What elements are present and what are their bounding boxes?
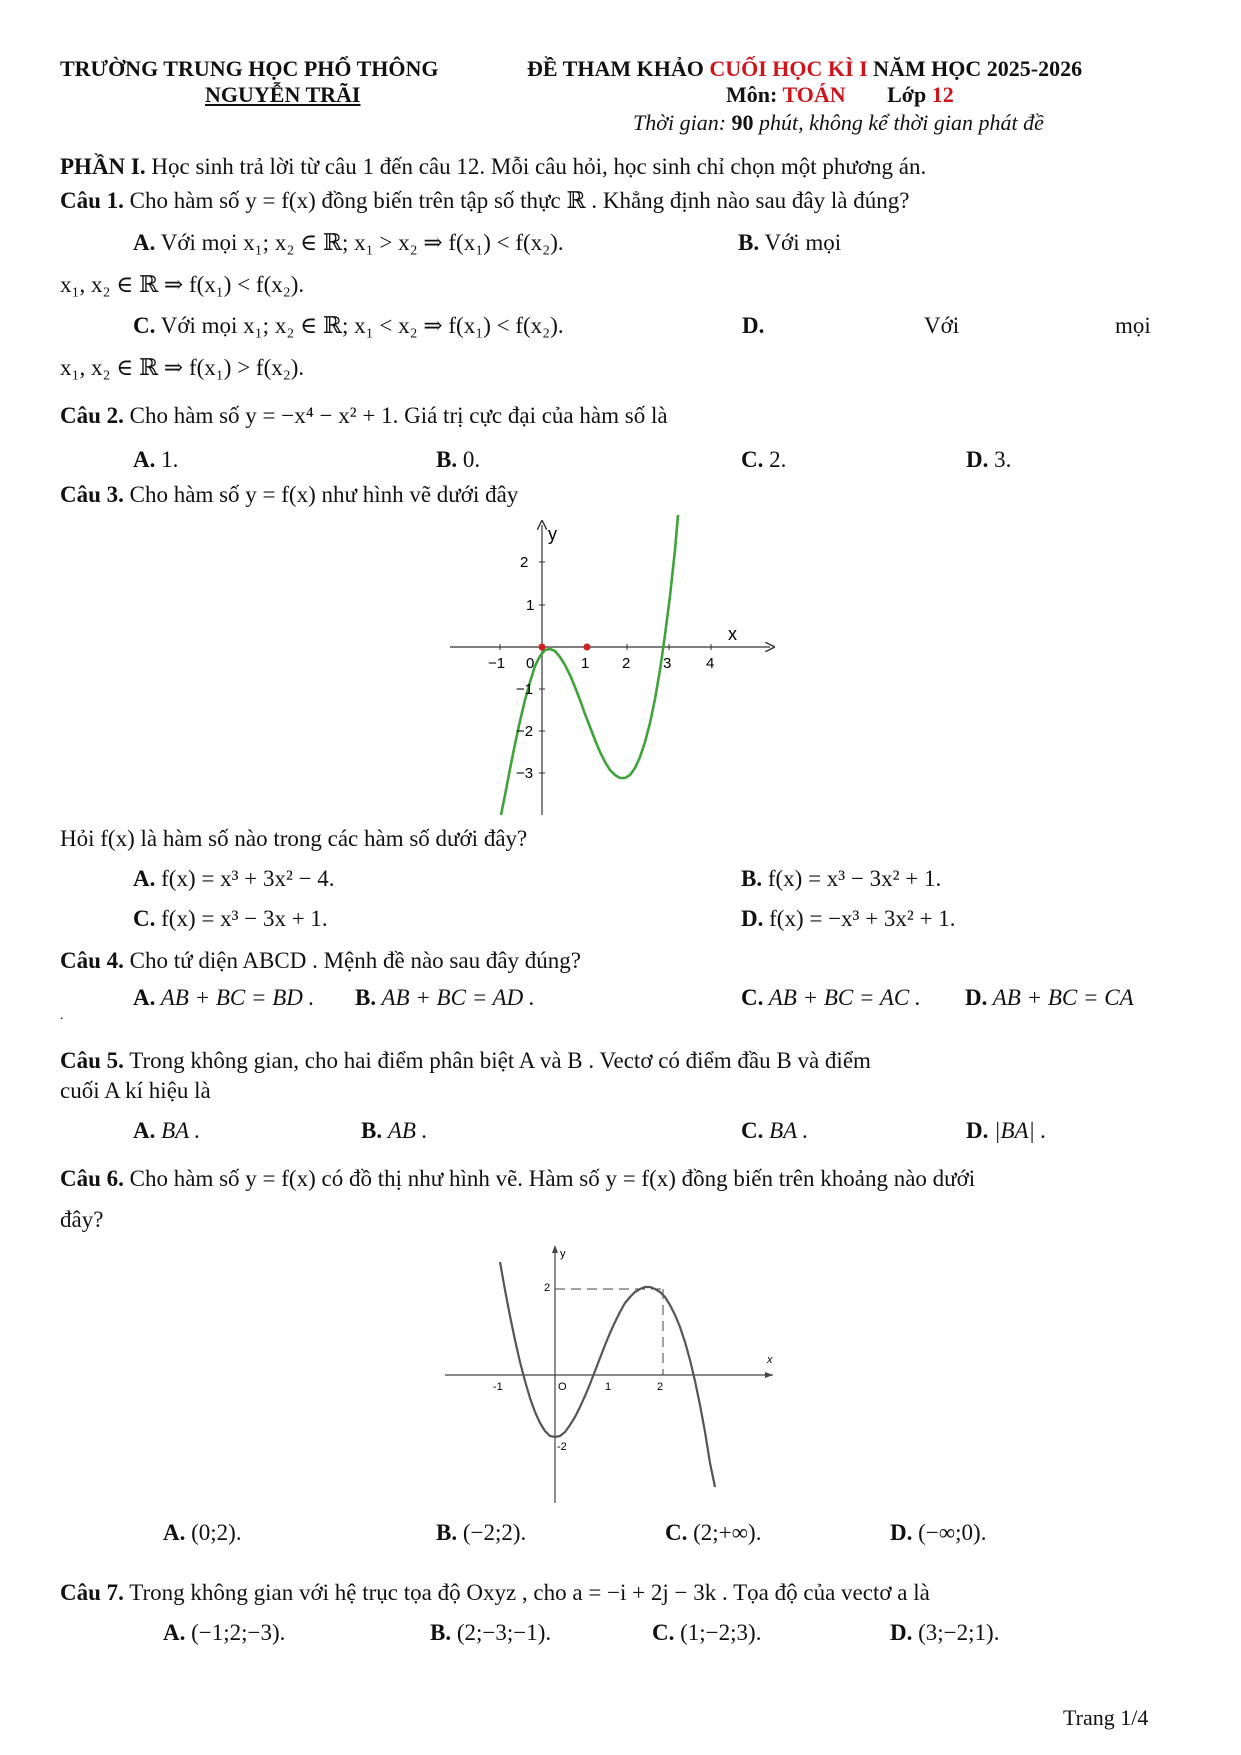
option-text: f(x) = x³ − 3x + 1. xyxy=(161,906,328,931)
q1-option-b[interactable] xyxy=(738,230,841,256)
q2-option-a[interactable] xyxy=(133,447,178,473)
option-label: D. xyxy=(965,985,988,1010)
subject-label: Môn: xyxy=(726,82,778,107)
q3-option-b[interactable] xyxy=(741,866,941,892)
option-label: D. xyxy=(966,447,989,472)
option-label: C. xyxy=(741,447,764,472)
option-label: B. xyxy=(741,866,763,891)
option-label: B. xyxy=(361,1118,383,1143)
option-text: BA . xyxy=(769,1118,809,1143)
option-text: 3. xyxy=(994,447,1012,472)
q5-label: Câu 5. xyxy=(60,1048,124,1073)
q3-option-a[interactable] xyxy=(133,866,335,892)
q3-stem xyxy=(60,482,518,508)
y-axis-label: y xyxy=(548,524,557,544)
option-label: B. xyxy=(738,230,760,255)
x-tick-label: 4 xyxy=(706,655,715,672)
q2-label: Câu 2. xyxy=(60,403,124,428)
q4-option-b[interactable] xyxy=(355,985,535,1011)
q5-option-c[interactable] xyxy=(741,1118,808,1144)
q3-question: Hỏi f(x) là hàm số nào trong các hàm số dưới đây? xyxy=(60,826,528,851)
page-number: Trang 1/4 xyxy=(1063,1705,1149,1730)
grade-label: Lớp xyxy=(887,82,927,107)
stray-dot: . xyxy=(60,1008,64,1023)
option-label: D. xyxy=(966,1118,989,1143)
option-text: Với mọi xyxy=(764,230,842,255)
option-text: Với mọi x₁; x₂ ∈ ℝ; x₁ > x₂ ⇒ f(x₁) < f(x₂). xyxy=(160,230,564,255)
part1-text: Học sinh trả lời từ câu 1 đến câu 12. Mỗi câu hỏi, học sinh chỉ chọn một phương án. xyxy=(151,154,927,179)
q5-stem-line2: cuối A kí hiệu là xyxy=(60,1078,211,1103)
option-text: Với mọi x₁; x₂ ∈ ℝ; x₁ < x₂ ⇒ f(x₁) < f(x₂). xyxy=(160,313,564,338)
q4-stem xyxy=(60,948,581,974)
q1-option-d-cont: x₁, x₂ ∈ ℝ ⇒ f(x₁) > f(x₂). xyxy=(60,355,305,380)
x-axis-label: x xyxy=(728,624,737,644)
q1-stem xyxy=(60,188,909,214)
q6-option-c[interactable] xyxy=(665,1520,761,1546)
q3-text: Cho hàm số y = f(x) như hình vẽ dưới đây xyxy=(129,482,519,507)
option-text: BA . xyxy=(161,1118,201,1143)
q6-stem-line2: đây? xyxy=(60,1207,104,1232)
q3-label: Câu 3. xyxy=(60,482,124,507)
option-label: C. xyxy=(133,313,156,338)
exam-title-prefix: ĐỀ THAM KHẢO xyxy=(527,56,704,81)
time-suffix: phút, không kể thời gian phát đề xyxy=(759,110,1044,135)
x-tick-label: 3 xyxy=(663,655,672,672)
q7-option-a[interactable] xyxy=(163,1620,285,1646)
option-label: B. xyxy=(355,985,377,1010)
option-text: 1. xyxy=(161,447,179,472)
q5-option-d[interactable] xyxy=(966,1118,1046,1144)
q2-option-d[interactable] xyxy=(966,447,1011,473)
q5-option-b[interactable] xyxy=(361,1118,427,1144)
q3-cubic-graph xyxy=(440,510,780,820)
q6-option-a[interactable] xyxy=(163,1520,242,1546)
option-label: A. xyxy=(163,1520,186,1545)
q1-label: Câu 1. xyxy=(60,188,124,213)
origin-point xyxy=(539,644,546,651)
subject-value: TOÁN xyxy=(782,82,846,107)
q7-label: Câu 7. xyxy=(60,1580,124,1605)
q7-option-d[interactable] xyxy=(890,1620,999,1646)
option-text: 2. xyxy=(769,447,787,472)
q7-option-c[interactable] xyxy=(652,1620,761,1646)
q7-option-b[interactable] xyxy=(430,1620,551,1646)
q1-option-d-word2: mọi xyxy=(1115,313,1151,338)
option-label: A. xyxy=(133,1118,156,1143)
option-label: D. xyxy=(890,1520,913,1545)
y-tick-label: -2 xyxy=(557,1441,567,1453)
option-text: (1;−2;3). xyxy=(680,1620,762,1645)
q5-text1: Trong không gian, cho hai điểm phân biệt A và B . Vectơ có điểm đầu B và điểm xyxy=(129,1048,871,1073)
x-tick-label: O xyxy=(558,1381,567,1393)
option-label: C. xyxy=(665,1520,688,1545)
option-text: AB + BC = BD . xyxy=(160,985,315,1010)
x-tick-label: -1 xyxy=(493,1381,503,1393)
option-text: AB + BC = AD . xyxy=(381,985,535,1010)
option-label: C. xyxy=(741,1118,764,1143)
time-line xyxy=(633,110,1044,136)
exam-title-term: CUỐI HỌC KÌ I xyxy=(709,56,868,81)
exam-title xyxy=(527,56,1082,82)
x-tick-label: 2 xyxy=(657,1381,664,1393)
point-x1 xyxy=(584,644,591,651)
q6-cubic-graph xyxy=(445,1245,775,1505)
option-label: B. xyxy=(436,447,458,472)
x-axis-label: x xyxy=(767,1354,773,1366)
y-tick-label: 2 xyxy=(520,554,529,571)
q2-text: Cho hàm số y = −x⁴ − x² + 1. Giá trị cực đại của hàm số là xyxy=(129,403,668,428)
q5-option-a[interactable] xyxy=(133,1118,200,1144)
y-axis-label: y xyxy=(560,1248,566,1260)
q7-stem xyxy=(60,1580,930,1606)
option-text: (−∞;0). xyxy=(918,1520,987,1545)
option-label: A. xyxy=(133,866,156,891)
option-text: f(x) = x³ − 3x² + 1. xyxy=(767,866,942,891)
q6-label: Câu 6. xyxy=(60,1166,124,1191)
option-label: C. xyxy=(652,1620,675,1645)
q2-option-b[interactable] xyxy=(436,447,480,473)
q5-stem-line1 xyxy=(60,1048,871,1074)
option-label: B. xyxy=(436,1520,458,1545)
school-name-line1: TRƯỜNG TRUNG HỌC PHỔ THÔNG xyxy=(60,56,439,81)
school-name-line2: NGUYỄN TRÃI xyxy=(205,82,361,107)
option-text: f(x) = −x³ + 3x² + 1. xyxy=(769,906,956,931)
option-text: AB + BC = AC . xyxy=(768,985,921,1010)
option-label: C. xyxy=(133,906,156,931)
q2-stem xyxy=(60,403,668,429)
time-value: 90 xyxy=(731,110,754,135)
option-label: D. xyxy=(741,906,764,931)
option-text: |BA| . xyxy=(994,1118,1047,1143)
y-tick-label: −3 xyxy=(516,765,534,782)
q7-text: Trong không gian với hệ trục tọa độ Oxyz , cho a = −i + 2j − 3k . Tọa độ của vectơ a là xyxy=(129,1580,930,1605)
option-label: A. xyxy=(133,230,156,255)
x-tick-label: 1 xyxy=(605,1381,612,1393)
q1-option-d-word1: Với xyxy=(924,313,960,338)
y-tick-label: −2 xyxy=(516,723,534,740)
q4-option-a[interactable] xyxy=(133,985,314,1011)
y-tick-label: 2 xyxy=(544,1282,551,1294)
exam-title-year: NĂM HỌC 2025-2026 xyxy=(873,56,1083,81)
grade-value: 12 xyxy=(931,82,954,107)
part1-intro xyxy=(60,154,926,180)
option-text: (2;−3;−1). xyxy=(456,1620,552,1645)
option-text: 0. xyxy=(462,447,481,472)
option-label: C. xyxy=(741,985,764,1010)
option-text: (3;−2;1). xyxy=(918,1620,1000,1645)
q4-option-d[interactable] xyxy=(965,985,1134,1011)
part1-title: PHẦN I. xyxy=(60,154,146,179)
q3-option-c[interactable] xyxy=(133,906,328,932)
option-text: f(x) = x³ + 3x² − 4. xyxy=(161,866,335,891)
q6-option-b[interactable] xyxy=(436,1520,526,1546)
q6-text1: Cho hàm số y = f(x) có đồ thị như hình vẽ. Hàm số y = f(x) đồng biến trên khoảng nào dưới xyxy=(129,1166,976,1191)
option-label: B. xyxy=(430,1620,452,1645)
subject-line xyxy=(726,82,954,108)
q6-stem-line1 xyxy=(60,1166,975,1192)
q1-option-b-cont: x₁, x₂ ∈ ℝ ⇒ f(x₁) < f(x₂). xyxy=(60,272,305,297)
option-label: D. xyxy=(890,1620,913,1645)
q1-option-c[interactable] xyxy=(133,313,564,339)
q1-option-a[interactable] xyxy=(133,230,564,256)
option-text: (0;2). xyxy=(191,1520,242,1545)
y-tick-label: 1 xyxy=(526,597,535,614)
q3-option-d[interactable] xyxy=(741,906,956,932)
option-label: A. xyxy=(133,447,156,472)
option-label: A. xyxy=(163,1620,186,1645)
time-prefix: Thời gian: xyxy=(633,110,727,135)
x-tick-label: −1 xyxy=(488,655,506,672)
option-text: AB . xyxy=(387,1118,428,1143)
x-tick-label: 2 xyxy=(622,655,631,672)
option-label: A. xyxy=(133,985,156,1010)
option-text: AB + BC = CA xyxy=(992,985,1134,1010)
x-tick-label: 0 xyxy=(526,655,535,672)
q4-label: Câu 4. xyxy=(60,948,124,973)
option-text: (2;+∞). xyxy=(693,1520,762,1545)
q1-text: Cho hàm số y = f(x) đồng biến trên tập số thực ℝ . Khẳng định nào sau đây là đúng? xyxy=(129,188,910,213)
q4-option-c[interactable] xyxy=(741,985,921,1011)
q6-option-d[interactable] xyxy=(890,1520,986,1546)
option-text: (−2;2). xyxy=(462,1520,527,1545)
option-text: (−1;2;−3). xyxy=(191,1620,286,1645)
x-tick-label: 1 xyxy=(581,655,590,672)
y-tick-label: −1 xyxy=(516,681,534,698)
q4-text: Cho tứ diện ABCD . Mệnh đề nào sau đây đúng? xyxy=(129,948,581,973)
q1-option-d[interactable]: D. xyxy=(742,313,765,338)
q2-option-c[interactable] xyxy=(741,447,786,473)
